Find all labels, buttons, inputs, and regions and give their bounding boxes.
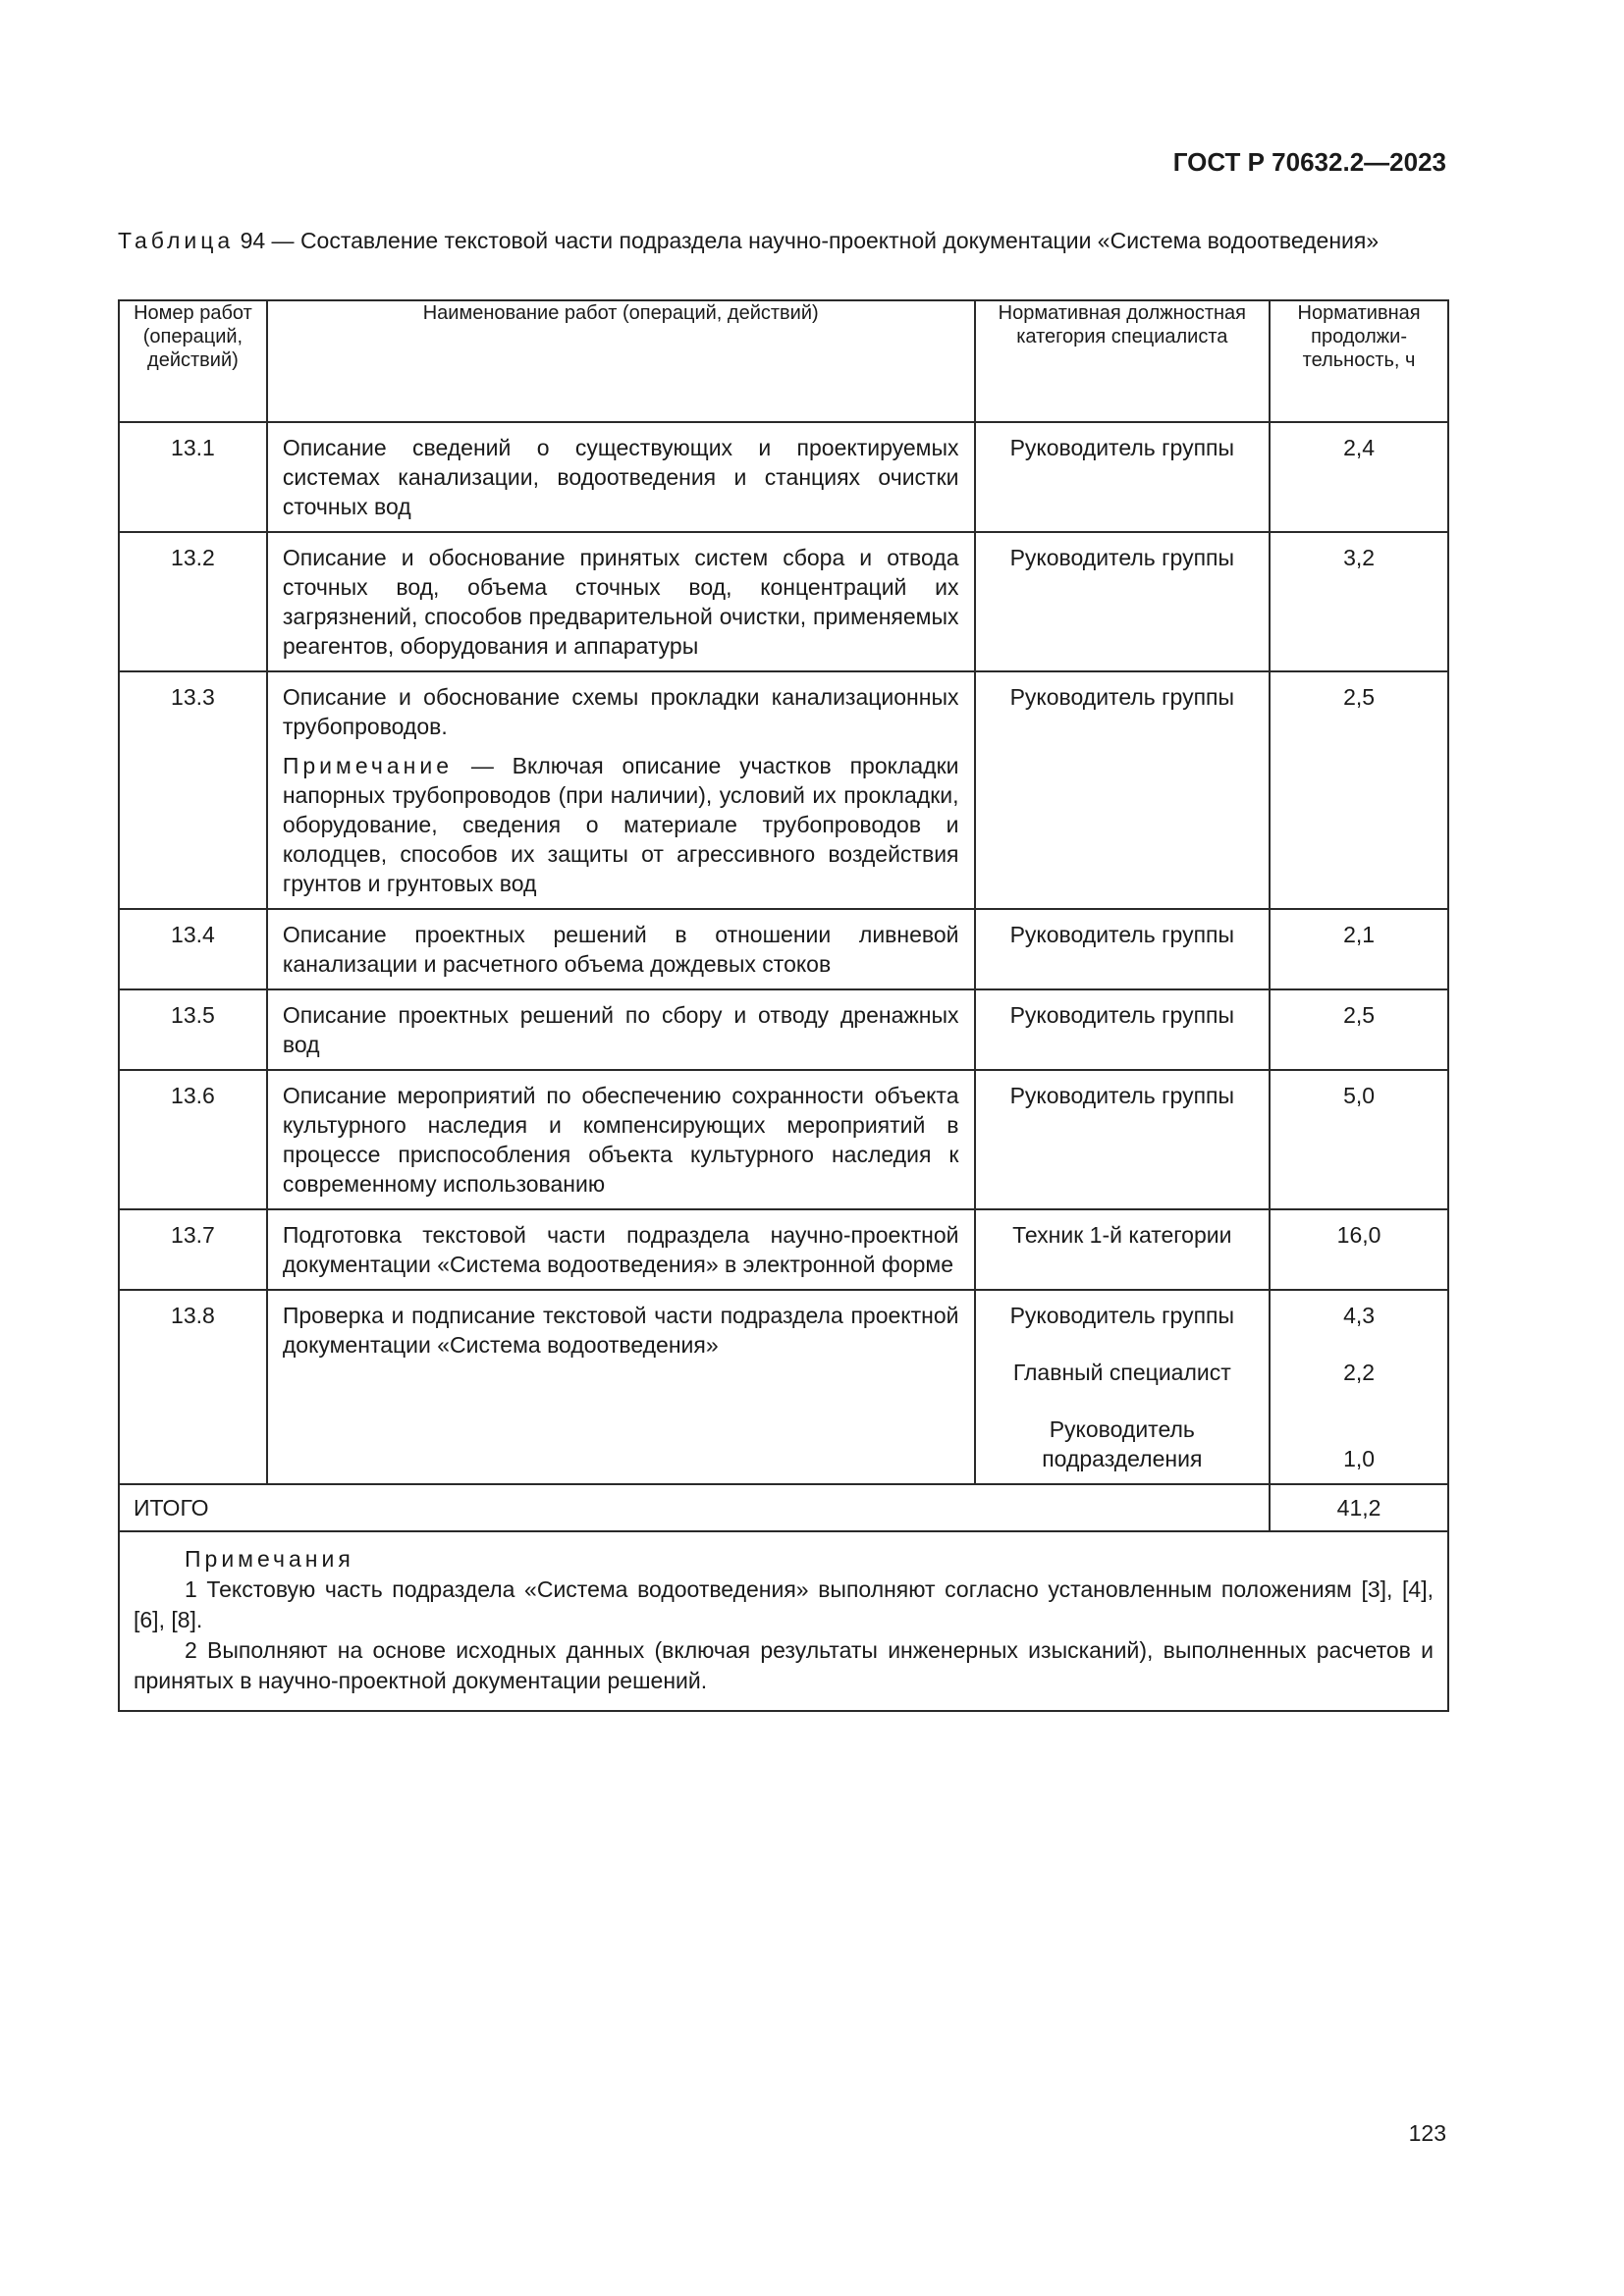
row-duration-list <box>1270 1290 1448 1484</box>
row-duration: 2,5 <box>1270 989 1448 1070</box>
total-label: ИТОГО <box>119 1484 1270 1531</box>
header-num: Номер работ (операций, действий) <box>119 300 267 422</box>
row-category: Руководитель группы <box>975 671 1271 909</box>
row-num: 13.7 <box>119 1209 267 1290</box>
row-category: Руководитель группы <box>975 1070 1271 1209</box>
row-category-list <box>975 1290 1271 1484</box>
row-name: Описание проектных решений по сбору и отводу дренажных вод <box>267 989 975 1070</box>
row-name: Описание проектных решений в отношении ливневой канализации и расчетного объема дождевых стоков <box>267 909 975 989</box>
notes-row <box>119 1531 1448 1711</box>
table-caption-label: Таблица <box>118 228 235 253</box>
row-category: Руководитель подразделения <box>1042 1416 1203 1471</box>
row-name: Проверка и подписание текстовой части подраздела проектной документации «Система водоотведения» <box>267 1290 975 1484</box>
row-category: Руководитель группы <box>975 422 1271 532</box>
row-duration: 2,2 <box>1343 1360 1376 1385</box>
row-duration: 2,1 <box>1270 909 1448 989</box>
document-code: ГОСТ Р 70632.2—2023 <box>1172 147 1446 177</box>
row-duration: 5,0 <box>1270 1070 1448 1209</box>
row-num: 13.2 <box>119 532 267 671</box>
work-table <box>118 299 1449 1712</box>
row-duration: 2,5 <box>1270 671 1448 909</box>
row-category: Главный специалист <box>1012 1360 1231 1385</box>
notes-title: Примечания <box>185 1546 354 1572</box>
page-number: 123 <box>1408 2120 1446 2146</box>
row-name: Описание мероприятий по обеспечению сохранности объекта культурного наследия и компенсирующих мероприятий в процессе приспособления объекта культурного наследия к современному использованию <box>267 1070 975 1209</box>
row-note <box>283 751 959 898</box>
row-note-label: Примечание <box>282 753 453 778</box>
row-note-text: — Включая описание участков прокладки напорных трубопроводов (при наличии), условий их прокладки, оборудование, сведения о материале трубопроводов и колодцев, способов их защиты от агрессивного воздействия грунтов и грунтовых вод <box>282 753 959 896</box>
row-duration: 2,4 <box>1270 422 1448 532</box>
row-duration: 3,2 <box>1270 532 1448 671</box>
row-num: 13.4 <box>119 909 267 989</box>
row-category: Руководитель группы <box>975 909 1271 989</box>
table-row <box>119 422 1448 532</box>
row-category: Руководитель группы <box>975 989 1271 1070</box>
table-row <box>119 671 1448 909</box>
row-num: 13.8 <box>119 1290 267 1484</box>
table-row <box>119 1290 1448 1484</box>
table-row <box>119 1209 1448 1290</box>
row-num: 13.6 <box>119 1070 267 1209</box>
row-category: Руководитель группы <box>975 532 1271 671</box>
row-name-text: Описание и обоснование схемы прокладки канализационных трубопроводов. <box>282 684 959 739</box>
row-num: 13.3 <box>119 671 267 909</box>
table-row <box>119 1070 1448 1209</box>
row-name: Описание сведений о существующих и проектируемых системах канализации, водоотведения и станциях очистки сточных вод <box>267 422 975 532</box>
table-caption <box>118 225 1448 256</box>
row-name: Описание и обоснование принятых систем сбора и отвода сточных вод, объема сточных вод, концентраций их загрязнений, способов предварительной очистки, применяемых реагентов, оборудования и аппаратуры <box>267 532 975 671</box>
table-row <box>119 989 1448 1070</box>
table-header-row <box>119 300 1448 422</box>
header-category: Нормативная должностная категория специалиста <box>975 300 1271 422</box>
note-item: 1 Текстовую часть подраздела «Система водоотведения» выполняют согласно установленным положениям [3], [4], [6], [8]. <box>134 1576 1434 1632</box>
notes-cell <box>119 1531 1448 1711</box>
table-row <box>119 909 1448 989</box>
table-caption-text: 94 — Составление текстовой части подраздела научно-проектной документации «Система водоотведения» <box>234 228 1380 253</box>
header-name: Наименование работ (операций, действий) <box>267 300 975 422</box>
note-item: 2 Выполняют на основе исходных данных (включая результаты инженерных изысканий), выполненных расчетов и принятых в научно-проектной документации решений. <box>134 1637 1434 1693</box>
total-row <box>119 1484 1448 1531</box>
row-duration: 1,0 <box>1343 1446 1376 1471</box>
row-duration: 4,3 <box>1343 1303 1376 1328</box>
table-row <box>119 532 1448 671</box>
row-num: 13.5 <box>119 989 267 1070</box>
row-duration: 16,0 <box>1270 1209 1448 1290</box>
row-name: Подготовка текстовой части подраздела научно-проектной документации «Система водоотведения» в электронной форме <box>267 1209 975 1290</box>
total-value: 41,2 <box>1270 1484 1448 1531</box>
row-num: 13.1 <box>119 422 267 532</box>
row-category: Техник 1-й категории <box>975 1209 1271 1290</box>
row-name <box>267 671 975 909</box>
header-duration: Нормативная продолжи-тельность, ч <box>1270 300 1448 422</box>
row-category: Руководитель группы <box>1009 1303 1235 1328</box>
